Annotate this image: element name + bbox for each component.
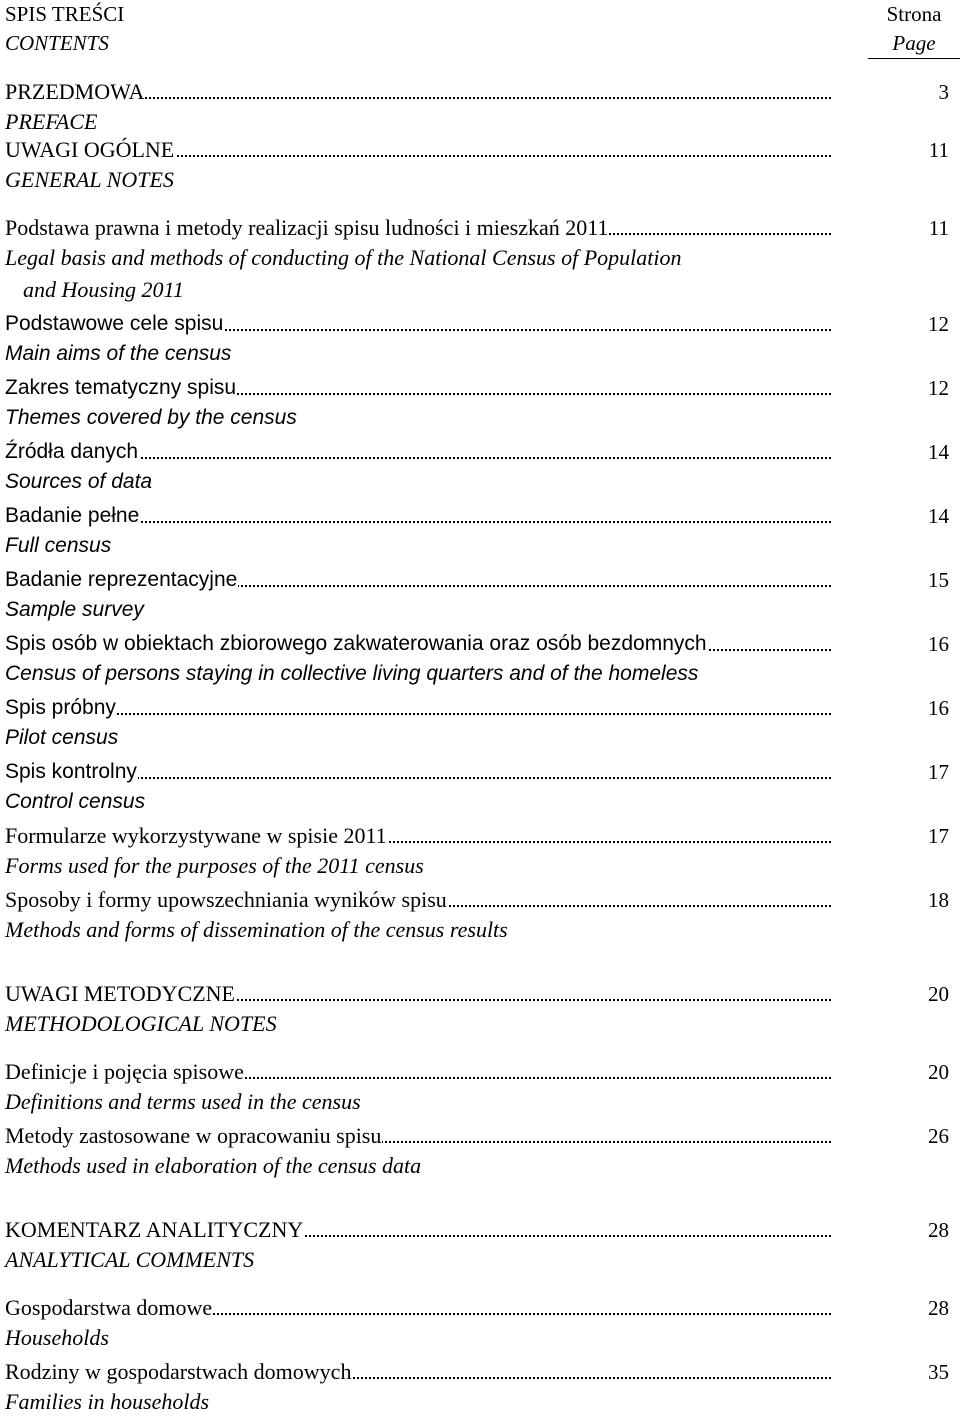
entry-page-number: 28 (928, 1296, 949, 1320)
page-column-heading (868, 0, 960, 59)
entry-page-number: 11 (928, 138, 949, 162)
entry-title-en: ANALYTICAL COMMENTS (5, 1247, 255, 1272)
entry-title-en: Families in households (5, 1389, 210, 1414)
toc-entry[interactable] (5, 756, 949, 788)
toc-entry[interactable] (5, 564, 949, 596)
toc-entry[interactable] (5, 212, 949, 244)
entry-title-pl: Spis osób w obiektach zbiorowego zakwaterowania oraz osób bezdomnych (5, 632, 707, 655)
entry-title-pl: KOMENTARZ ANALITYCZNY (5, 1217, 304, 1242)
entry-title-pl: Podstawa prawna i metody realizacji spisu ludności i mieszkań 2011 (5, 215, 609, 240)
entry-title-pl: Zakres tematyczny spisu (5, 376, 237, 399)
toc-entry[interactable] (5, 628, 949, 660)
entry-title-pl: Badanie reprezentacyjne (5, 568, 238, 591)
entry-page-number: 17 (928, 824, 949, 848)
entry-title-en: Sources of data (5, 470, 153, 493)
entry-page-number: 15 (928, 568, 949, 592)
toc-entry[interactable] (5, 820, 949, 852)
toc-entry[interactable] (5, 884, 949, 916)
entry-page-number: 26 (928, 1124, 949, 1148)
toc-entry[interactable] (5, 372, 949, 404)
entry-title-pl: Metody zastosowane w opracowaniu spisu (5, 1123, 382, 1148)
entry-page-number: 20 (928, 982, 949, 1006)
entry-page-number: 28 (928, 1218, 949, 1242)
entry-title-en: GENERAL NOTES (5, 167, 174, 192)
toc-entry[interactable] (5, 134, 949, 166)
toc-entry[interactable] (5, 692, 949, 724)
entry-title-en: Legal basis and methods of conducting of the National Census of Population (5, 245, 682, 270)
toc-entry[interactable] (5, 500, 949, 532)
toc-entry[interactable] (5, 1056, 949, 1088)
entry-page-number: 17 (928, 760, 949, 784)
entry-title-en: Definitions and terms used in the census (5, 1089, 361, 1114)
entry-title-en: Households (5, 1325, 109, 1350)
entry-title-pl: Sposoby i formy upowszechniania wyników spisu (5, 887, 447, 912)
entry-title-pl: Badanie pełne (5, 504, 140, 527)
entry-title-en: Full census (5, 534, 112, 557)
entry-title-pl: Definicje i pojęcia spisowe (5, 1059, 244, 1084)
entry-title-en-continued: and Housing 2011 (23, 277, 184, 302)
entry-title-en: PREFACE (5, 109, 98, 134)
entry-title-pl: UWAGI OGÓLNE (5, 137, 175, 162)
toc-entry[interactable] (5, 76, 949, 108)
entry-page-number: 20 (928, 1060, 949, 1084)
entry-title-en: Pilot census (5, 726, 119, 749)
toc-entry[interactable] (5, 978, 949, 1010)
entry-page-number: 35 (928, 1360, 949, 1384)
entry-page-number: 14 (928, 440, 949, 464)
entry-page-number: 12 (928, 312, 949, 336)
entry-page-number: 14 (928, 504, 949, 528)
entry-title-pl: Spis kontrolny (5, 760, 137, 783)
entry-page-number: 18 (928, 888, 949, 912)
entry-title-en: Main aims of the census (5, 342, 232, 365)
toc-entry[interactable] (5, 1120, 949, 1152)
page-label-en: Page (892, 31, 936, 55)
entry-title-pl: PRZEDMOWA (5, 79, 145, 104)
entry-title-en: Sample survey (5, 598, 144, 621)
entry-title-en: Themes covered by the census (5, 406, 297, 429)
entry-page-number: 16 (928, 696, 949, 720)
toc-entry[interactable] (5, 308, 949, 340)
entry-title-en: METHODOLOGICAL NOTES (5, 1011, 277, 1036)
entry-title-pl: Źródła danych (5, 440, 139, 463)
toc-title-pl: SPIS TREŚCI (5, 2, 125, 26)
entry-title-pl: Formularze wykorzystywane w spisie 2011 (5, 823, 387, 848)
entry-title-en: Forms used for the purposes of the 2011 census (5, 853, 424, 878)
entry-page-number: 12 (928, 376, 949, 400)
toc-entry[interactable] (5, 436, 949, 468)
entry-title-pl: Podstawowe cele spisu (5, 312, 224, 335)
entry-page-number: 16 (928, 632, 949, 656)
page-label-pl: Strona (886, 2, 942, 26)
toc-entry[interactable] (5, 1292, 949, 1324)
toc-title-en: CONTENTS (5, 31, 109, 55)
entry-page-number: 11 (928, 216, 949, 240)
entry-title-pl: Rodziny w gospodarstwach domowych (5, 1359, 352, 1384)
entry-page-number: 3 (938, 80, 949, 104)
toc-entry[interactable] (5, 1356, 949, 1388)
entry-title-en: Methods used in elaboration of the census data (5, 1153, 422, 1178)
entry-title-pl: Gospodarstwa domowe (5, 1295, 213, 1320)
entry-title-pl: Spis próbny (5, 696, 116, 719)
toc-heading (5, 0, 124, 58)
toc-entry[interactable] (5, 1214, 949, 1246)
entry-title-pl: UWAGI METODYCZNE (5, 981, 235, 1006)
entry-title-en: Census of persons staying in collective living quarters and of the homeless (5, 662, 699, 685)
entry-title-en: Control census (5, 790, 146, 813)
entry-title-en: Methods and forms of dissemination of the census results (5, 917, 508, 942)
